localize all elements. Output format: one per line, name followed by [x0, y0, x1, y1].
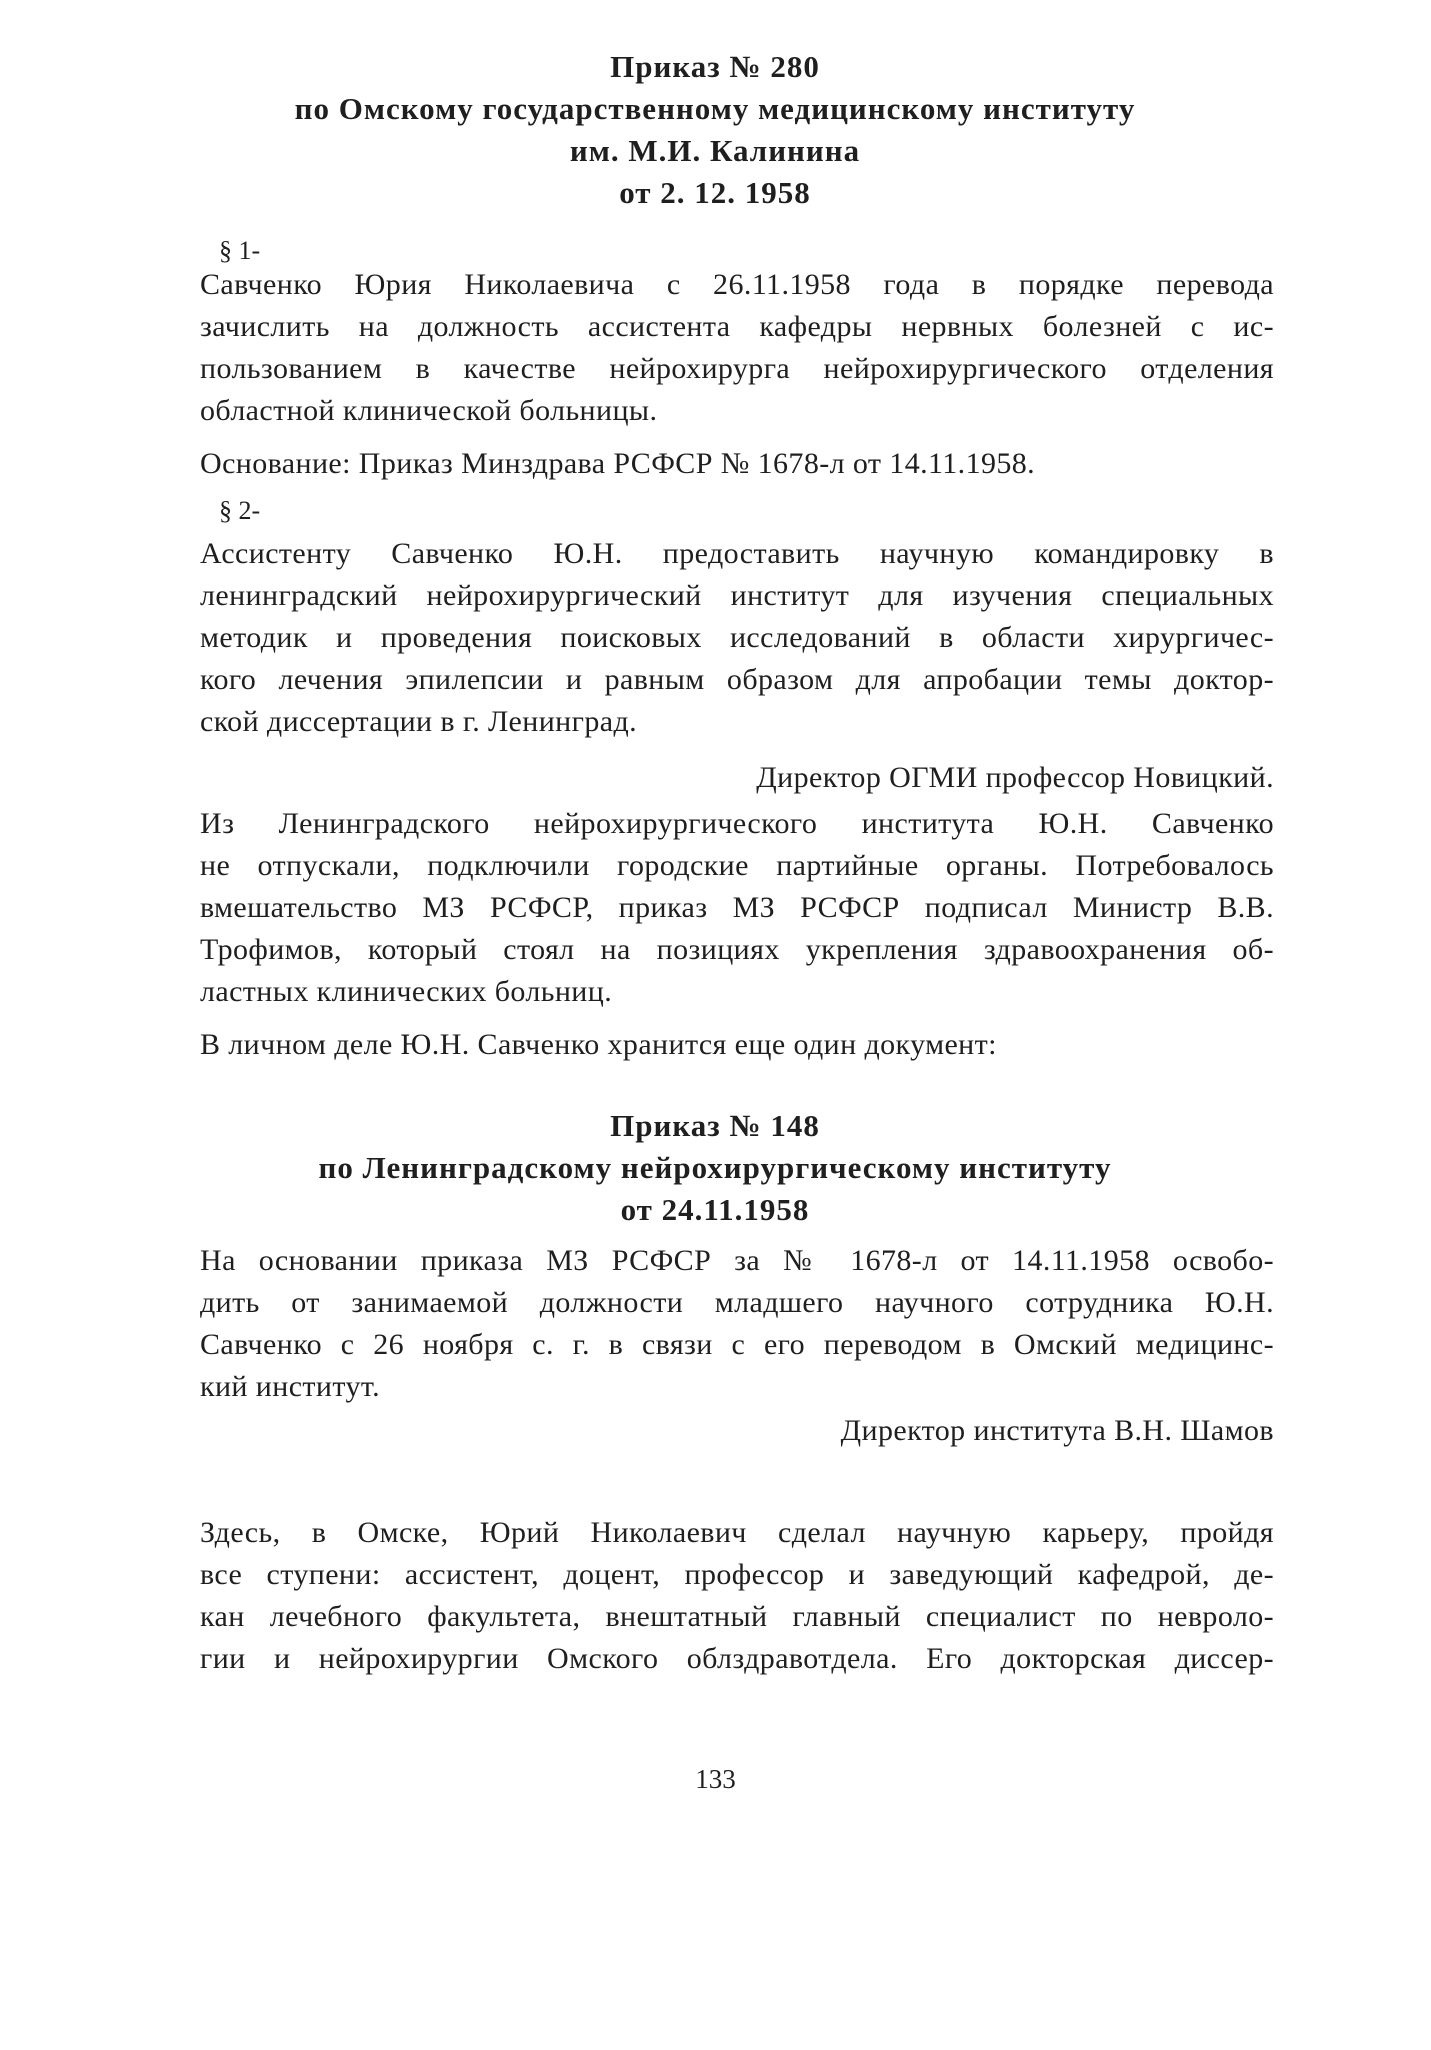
order-148-line-1: На основании приказа МЗ РСФСР за № 1678-л от 14.11.1958 освобо-: [200, 1244, 1274, 1277]
order-280-subtitle-name: им. М.И. Калинина: [569, 133, 861, 168]
section-1-basis: Основание: Приказ Минздрава РСФСР № 1678-л от 14.11.1958.: [200, 447, 1036, 480]
section-1-line-3: пользованием в качестве нейрохирурга нейрохирургического отделения: [200, 352, 1274, 385]
order-148-line-2: дить от занимаемой должности младшего научного сотрудника Ю.Н.: [200, 1286, 1274, 1319]
order-148-date: от 24.11.1958: [620, 1192, 810, 1227]
section-1-basis-paragraph: [200, 443, 1274, 485]
section-1-body: [200, 264, 1274, 432]
narrative-2-body: [200, 1512, 1274, 1680]
order-280-heading: [200, 46, 1230, 214]
narrative-1-body: [200, 803, 1274, 1013]
order-148-subtitle: по Ленинградскому нейрохирургическому институту: [318, 1150, 1112, 1185]
section-2-line-4: кого лечения эпилепсии и равным образом для апробации темы доктор-: [200, 663, 1274, 696]
narrative-1-paragraph: [200, 803, 1274, 1013]
section-1-line-4: областной клинической больницы.: [200, 394, 658, 427]
section-2-mark: § 2-: [219, 496, 261, 525]
order-148-title: Приказ № 148: [610, 1108, 820, 1143]
order-148-line-4: кий институт.: [200, 1370, 381, 1403]
order-148-body: [200, 1240, 1274, 1408]
order-148-line-3: Савченко с 26 ноября с. г. в связи с его переводом в Омский медицинс-: [200, 1328, 1274, 1361]
narrative-1-intro-block: [200, 1024, 1274, 1066]
section-2-line-5: ской диссертации в г. Ленинград.: [200, 705, 638, 738]
narrative-2-paragraph: [200, 1512, 1274, 1680]
section-1-line-2: зачислить на должность ассистента кафедры нервных болезней с ис-: [200, 310, 1274, 343]
narrative-1-line-1: Из Ленинградского нейрохирургического института Ю.Н. Савченко: [200, 807, 1274, 840]
narrative-2-line-2: все ступени: ассистент, доцент, профессор и заведующий кафедрой, де-: [200, 1558, 1274, 1591]
order-280-date: от 2. 12. 1958: [619, 175, 811, 210]
narrative-1-line-3: вмешательство МЗ РСФСР, приказ МЗ РСФСР подписал Министр В.В.: [200, 891, 1274, 924]
narrative-1-intro: В личном деле Ю.Н. Савченко хранится еще один документ:: [200, 1028, 997, 1061]
narrative-1-line-4: Трофимов, который стоял на позициях укрепления здравоохранения об-: [200, 933, 1274, 966]
order-148-heading: [200, 1105, 1230, 1231]
section-1-line-1: Савченко Юрия Николаевича с 26.11.1958 года в порядке перевода: [200, 268, 1274, 301]
narrative-1-intro-paragraph: [200, 1024, 1274, 1066]
section-1-paragraph: [200, 264, 1274, 432]
order-148-paragraph: [200, 1240, 1274, 1408]
narrative-2-line-3: кан лечебного факультета, внештатный главный специалист по невроло-: [200, 1600, 1274, 1633]
narrative-1-line-5: ластных клинических больниц.: [200, 975, 613, 1008]
narrative-1-line-2: не отпускали, подключили городские партийные органы. Потребовалось: [200, 849, 1274, 882]
order-280-title: Приказ № 280: [610, 49, 820, 84]
section-1-mark: § 1-: [219, 236, 261, 265]
narrative-2-line-1: Здесь, в Омске, Юрий Николаевич сделал научную карьеру, пройдя: [200, 1516, 1274, 1549]
section-2-signature: Директор ОГМИ профессор Новицкий.: [756, 761, 1274, 794]
section-2-paragraph: [200, 533, 1274, 743]
section-2-line-3: методик и проведения поисковых исследований в области хирургичес-: [200, 621, 1274, 654]
page-number: 133: [695, 1764, 736, 1794]
section-2-line-2: ленинградский нейрохирургический институт для изучения специальных: [200, 579, 1274, 612]
section-2-line-1: Ассистенту Савченко Ю.Н. предоставить научную командировку в: [200, 537, 1274, 570]
section-1-basis-block: [200, 443, 1274, 485]
order-148-signature: Директор института В.Н. Шамов: [840, 1414, 1274, 1447]
section-2-body: [200, 533, 1274, 743]
order-280-subtitle-institute: по Омскому государственному медицинскому институту: [294, 91, 1136, 126]
narrative-2-line-4: гии и нейрохирургии Омского облздравотдела. Его докторская диссер-: [200, 1642, 1274, 1675]
